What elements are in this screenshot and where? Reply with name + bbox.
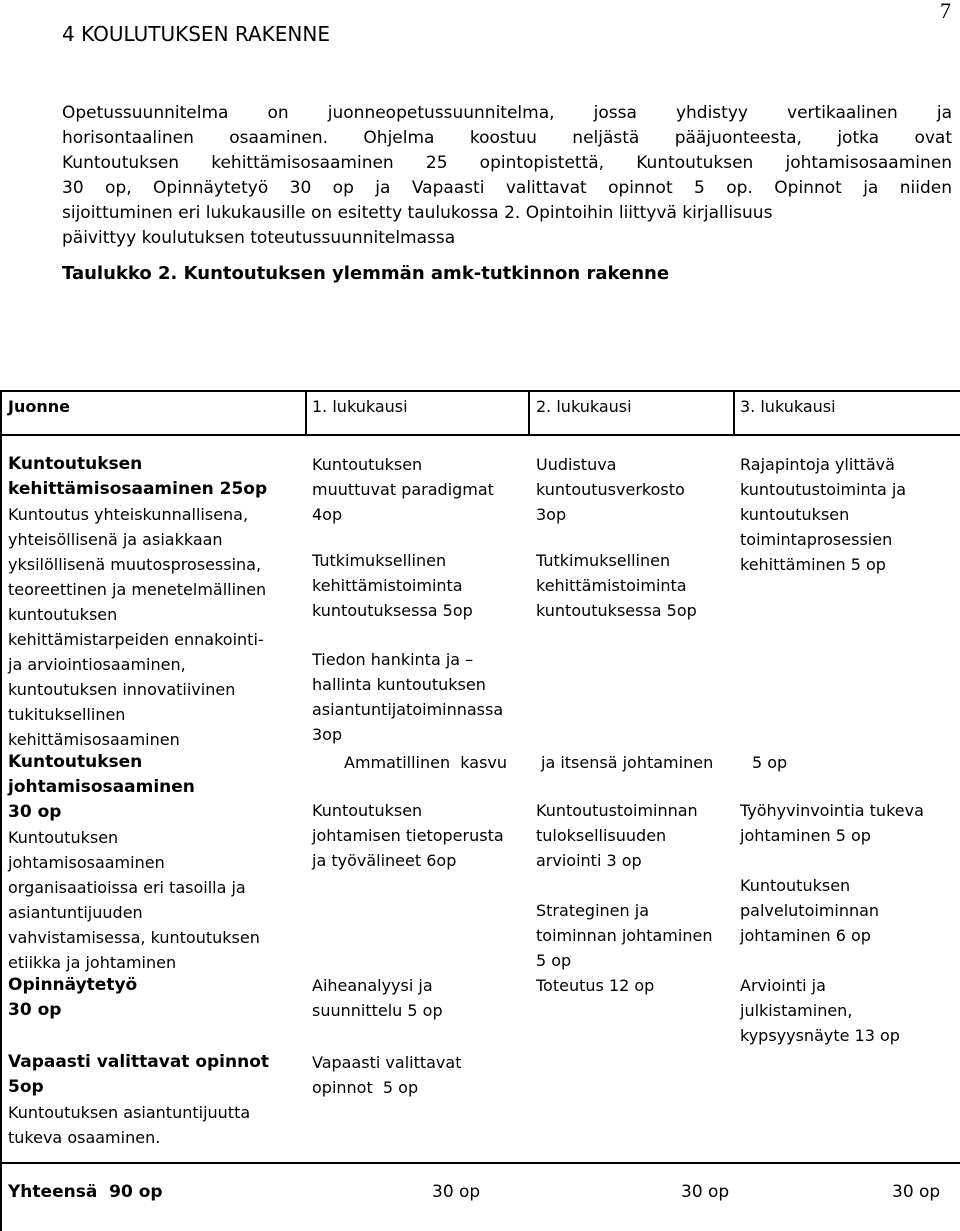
- course-line: hallinta kuntoutuksen: [312, 675, 486, 694]
- paragraph-line: 30 op, Opinnäytetyö 30 op ja Vapaasti valittavat opinnot 5 op. Opinnot ja niiden: [62, 178, 952, 198]
- course-line: Kuntoutuksen: [312, 801, 423, 820]
- course-line: ja työvälineet 6op: [312, 851, 457, 870]
- header-semester-2: 2. lukukausi: [536, 397, 632, 416]
- course-line: kuntoutuksen: [740, 505, 850, 524]
- row3-sem3-course: [740, 973, 900, 1048]
- course-line: kuntoutuksessa 5op: [536, 601, 697, 620]
- totals-semester-1: 30 op: [432, 1182, 481, 1202]
- course-line: muuttuvat paradigmat: [312, 480, 494, 499]
- course-line: Arviointi ja: [740, 976, 826, 995]
- paragraph-line: Kuntoutuksen kehittämisosaaminen 25 opintopistettä, Kuntoutuksen johtamisosaaminen: [62, 153, 952, 173]
- course-line: toiminnan johtaminen: [536, 926, 713, 945]
- strand-title: 30 op: [8, 802, 62, 822]
- strand-title: 30 op: [8, 1000, 62, 1020]
- course-line: kuntoutuksessa 5op: [312, 601, 473, 620]
- strand-description: kuntoutuksen innovatiivinen: [8, 680, 236, 699]
- strand-description: yksilöllisenä muutosprosessina,: [8, 555, 262, 574]
- course-line: asiantuntijatoiminnassa: [312, 700, 504, 719]
- header-semester-1: 1. lukukausi: [312, 397, 408, 416]
- strand-description: Kuntoutus yhteiskunnallisena,: [8, 505, 249, 524]
- strand-description: kuntoutuksen: [8, 605, 118, 624]
- strand-description: teoreettinen ja menetelmällinen: [8, 580, 267, 599]
- totals-semester-2: 30 op: [681, 1182, 730, 1202]
- course-line: Työhyvinvointia tukeva: [740, 801, 924, 820]
- course-line: Tiedon hankinta ja –: [312, 650, 474, 669]
- row2-strand: [8, 750, 260, 975]
- row1-strand: [8, 452, 267, 752]
- row2-sem3-course-b: [740, 873, 879, 948]
- strand-description: tukeva osaaminen.: [8, 1128, 161, 1147]
- intro-paragraph: [62, 101, 952, 251]
- course-line: Rajapintoja ylittävä: [740, 455, 895, 474]
- strand-description: vahvistamisessa, kuntoutuksen: [8, 928, 260, 947]
- strand-description: kehittämistarpeiden ennakointi-: [8, 630, 264, 649]
- course-line: Toteutus 12 op: [536, 976, 655, 995]
- course-line: johtaminen 5 op: [740, 826, 871, 845]
- row2-sem1-course: [312, 798, 504, 873]
- column-divider: [305, 390, 307, 434]
- course-line: opinnot 5 op: [312, 1078, 419, 1097]
- strand-description: etiikka ja johtaminen: [8, 953, 177, 972]
- course-line: johtamisen tietoperusta: [312, 826, 504, 845]
- row1-sem1-course-a: [312, 452, 494, 527]
- totals-label: Yhteensä 90 op: [8, 1182, 163, 1202]
- row2-sem3-course-a: [740, 798, 924, 848]
- strand-description: johtamisosaaminen: [8, 853, 165, 872]
- course-line: kuntoutustoiminta ja: [740, 480, 907, 499]
- course-line: kehittämistoiminta: [536, 576, 687, 595]
- strand-title: Kuntoutuksen: [8, 752, 143, 772]
- course-line: kuntoutusverkosto: [536, 480, 685, 499]
- row1-sem2-course-a: [536, 452, 685, 527]
- strand-description: organisaatioissa eri tasoilla ja: [8, 878, 246, 897]
- strand-description: kehittämisosaaminen: [8, 730, 180, 749]
- course-line: Strateginen ja: [536, 901, 649, 920]
- row2-span-label-a: Ammatillinen kasvu: [344, 753, 508, 772]
- course-line: 4op: [312, 505, 343, 524]
- strand-title: 5op: [8, 1077, 44, 1097]
- strand-description: ja arviointiosaaminen,: [8, 655, 186, 674]
- strand-title: Opinnäytetyö: [8, 975, 138, 995]
- paragraph-line: Opetussuunnitelma on juonneopetussuunnitelma, jossa yhdistyy vertikaalinen ja: [62, 103, 952, 123]
- strand-title: johtamisosaaminen: [8, 777, 195, 797]
- strand-description: yhteisöllisenä ja asiakkaan: [8, 530, 223, 549]
- header-semester-3: 3. lukukausi: [740, 397, 836, 416]
- row1-sem3-course-a: [740, 452, 906, 577]
- row1-sem1-course-b: [312, 548, 473, 623]
- strand-description: Kuntoutuksen: [8, 828, 119, 847]
- course-line: Vapaasti valittavat: [312, 1053, 462, 1072]
- course-line: kehittämistoiminta: [312, 576, 463, 595]
- strand-description: Kuntoutuksen asiantuntijuutta: [8, 1103, 251, 1122]
- column-divider: [733, 390, 735, 434]
- table-top-border: [0, 390, 960, 392]
- course-line: 3op: [312, 725, 343, 744]
- row3-sem2-course: [536, 973, 654, 998]
- course-line: suunnittelu 5 op: [312, 1001, 443, 1020]
- strand-description: tukituksellinen: [8, 705, 126, 724]
- column-divider: [528, 390, 530, 434]
- course-line: Tutkimuksellinen: [312, 551, 447, 570]
- table-left-border: [0, 390, 2, 1231]
- row3-strand: [8, 973, 137, 1023]
- paragraph-line: päivittyy koulutuksen toteutussuunnitelmassa: [62, 228, 456, 248]
- strand-title: kehittämisosaaminen 25op: [8, 479, 268, 499]
- strand-title: Kuntoutuksen: [8, 454, 143, 474]
- course-line: Aiheanalyysi ja: [312, 976, 433, 995]
- course-line: johtaminen 6 op: [740, 926, 871, 945]
- row2-sem2-course-b: [536, 898, 712, 973]
- paragraph-line: sijoittuminen eri lukukausille on esitetty taulukossa 2. Opintoihin liittyvä kirjallisuus: [62, 203, 773, 223]
- row2-span-label-b: ja itsensä johtaminen: [541, 753, 714, 772]
- course-line: toimintaprosessien: [740, 530, 893, 549]
- course-line: Kuntoutuksen: [740, 876, 851, 895]
- course-line: Kuntoutuksen: [312, 455, 423, 474]
- table-caption: Taulukko 2. Kuntoutuksen ylemmän amk-tutkinnon rakenne: [62, 263, 670, 284]
- course-line: 3op: [536, 505, 567, 524]
- page-number: 7: [940, 0, 951, 23]
- row4-sem1-course: [312, 1050, 461, 1100]
- course-line: Uudistuva: [536, 455, 617, 474]
- table-totals-divider: [0, 1162, 960, 1164]
- course-line: Kuntoutustoiminnan: [536, 801, 698, 820]
- row2-span-label-c: 5 op: [752, 753, 788, 772]
- row3-sem1-course: [312, 973, 443, 1023]
- course-line: arviointi 3 op: [536, 851, 642, 870]
- course-line: kypsyysnäyte 13 op: [740, 1026, 900, 1045]
- row1-sem1-course-c: [312, 647, 503, 747]
- strand-title: Vapaasti valittavat opinnot: [8, 1052, 270, 1072]
- course-line: kehittäminen 5 op: [740, 555, 886, 574]
- totals-semester-3: 30 op: [892, 1182, 941, 1202]
- course-line: tuloksellisuuden: [536, 826, 667, 845]
- row1-sem2-course-b: [536, 548, 697, 623]
- table-header-divider: [0, 434, 960, 436]
- header-juonne: Juonne: [8, 397, 70, 416]
- course-line: palvelutoiminnan: [740, 901, 880, 920]
- course-line: 5 op: [536, 951, 572, 970]
- course-line: Tutkimuksellinen: [536, 551, 671, 570]
- row2-sem2-course-a: [536, 798, 698, 873]
- course-line: julkistaminen,: [740, 1001, 853, 1020]
- strand-description: asiantuntijuuden: [8, 903, 143, 922]
- row4-strand: [8, 1050, 269, 1150]
- section-heading: 4 KOULUTUKSEN RAKENNE: [62, 22, 330, 46]
- paragraph-line: horisontaalinen osaaminen. Ohjelma koostuu neljästä pääjuonteesta, jotka ovat: [62, 128, 952, 148]
